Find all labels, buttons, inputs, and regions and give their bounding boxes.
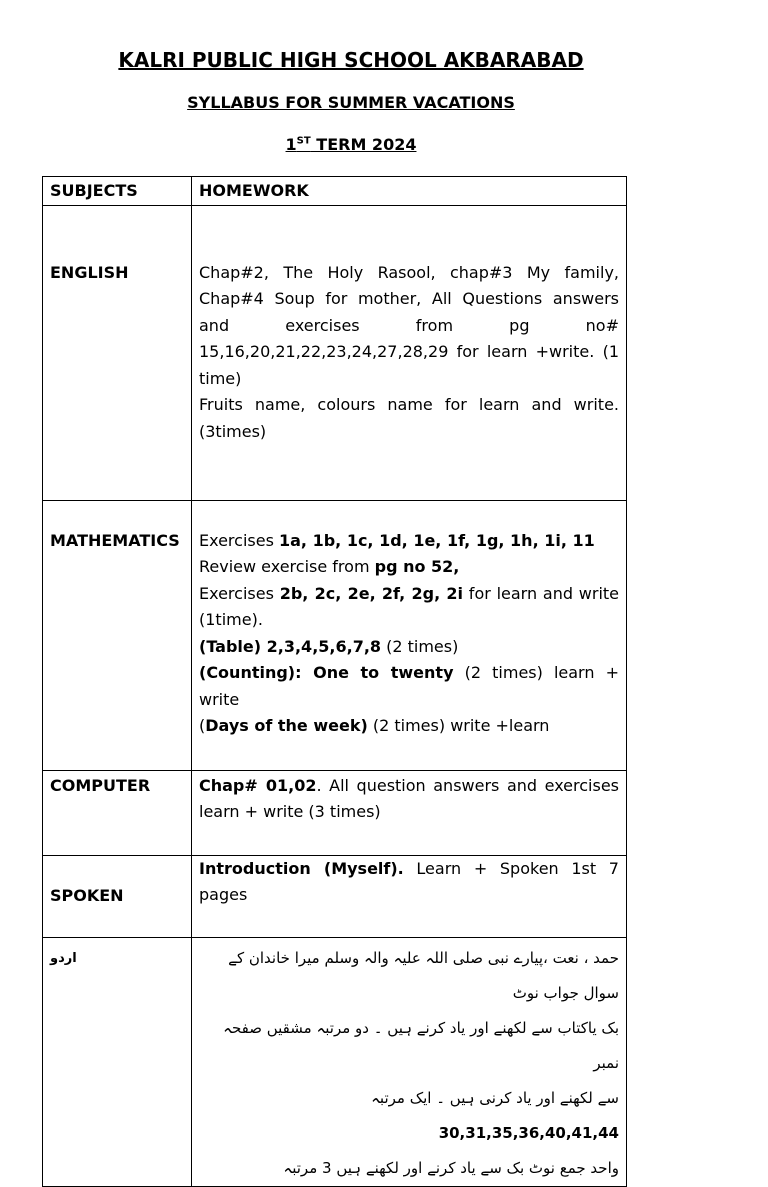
table-header-row: [43, 177, 627, 206]
urdu-line-4: واحد جمع نوٹ بک سے یاد کرنے اور لکھنے ہیں 3 مرتبہ: [283, 1158, 619, 1177]
spoken-rest: Learn + Spoken 1st 7 pages: [199, 858, 619, 904]
table-row-computer: [43, 770, 627, 855]
urdu-l3-text: سے لکھنے اور یاد کرنی ہیں ۔ ایک مرتبہ: [371, 1088, 619, 1107]
subject-spoken: SPOKEN: [43, 855, 192, 937]
term-rest: TERM 2024: [310, 135, 417, 154]
table-row-spoken: [43, 855, 627, 937]
computer-bold: Chap# 01,02: [199, 775, 317, 795]
math-l4-bold: (Table) 2,3,4,5,6,7,8: [199, 636, 382, 656]
urdu-line-1: حمد ، نعت ،پیارے نبی صلی اللہ علیہ والہ وسلم میرا خاندان کے سوال جواب نوٹ: [228, 948, 619, 1002]
math-line-1: [199, 528, 619, 555]
math-l2-bold: pg no 52,: [374, 557, 460, 576]
urdu-l3-pages: 30,31,35,36,40,41,44: [438, 1123, 619, 1142]
math-l6-paren: (: [199, 716, 206, 735]
math-l6-bold: Days of the week): [205, 716, 368, 735]
math-l1-bold: 1a, 1b, 1c, 1d, 1e, 1f, 1g, 1h, 1i, 11: [279, 530, 595, 550]
math-l3-rest: for learn and write (1time).: [199, 583, 620, 629]
math-line-3: [199, 581, 619, 634]
homework-spoken: [192, 855, 627, 937]
math-line-4: [199, 634, 619, 661]
math-line-2: [199, 554, 619, 581]
syllabus-title: SYLLABUS FOR SUMMER VACATIONS: [187, 93, 515, 112]
urdu-line-2: بک یاکتاب سے لکھنے اور یاد کرنے ہیں ۔ دو مرتبہ مشقیں صفحہ نمبر: [223, 1018, 619, 1072]
math-line-6: [199, 713, 619, 740]
math-l5-rest: (2 times) learn + write: [199, 663, 619, 709]
computer-rest: . All question answers and exercises learn + write (3 times): [199, 775, 619, 821]
math-l2-text: Review exercise from: [199, 557, 375, 576]
syllabus-table: [42, 176, 627, 1187]
math-l4-rest: (2 times): [381, 636, 459, 656]
math-l1-text: Exercises: [199, 530, 279, 550]
english-text-1: Chap#2, The Holy Rasool, chap#3 My family, Chap#4 Soup for mother, All Questions answers and exercises from pg no# 15,16,20,21,22,23,24,27,28,29 for learn +write. (1 time): [199, 262, 619, 388]
urdu-line-3: [199, 1081, 619, 1151]
table-row-urdu: [43, 937, 627, 1186]
subject-english: ENGLISH: [43, 205, 192, 500]
english-text-2: Fruits name, colours name for learn and write. (3times): [199, 395, 619, 441]
subject-computer: COMPUTER: [43, 770, 192, 855]
homework-header: HOMEWORK: [192, 177, 627, 206]
subject-mathematics: MATHEMATICS: [43, 500, 192, 770]
spoken-bold: Introduction (Myself).: [199, 858, 404, 878]
school-title: KALRI PUBLIC HIGH SCHOOL AKBARABAD: [118, 48, 584, 72]
math-line-5: [199, 660, 619, 713]
term-title: [0, 135, 702, 154]
homework-computer: [192, 770, 627, 855]
term-number: 1: [285, 135, 297, 154]
subject-urdu: اردو: [43, 937, 192, 1186]
math-l3-bold: 2b, 2c, 2e, 2f, 2g, 2i: [279, 583, 464, 603]
math-l3-text: Exercises: [199, 583, 280, 603]
math-l5-bold: (Counting): One to twenty: [199, 663, 454, 682]
homework-mathematics: [192, 500, 627, 770]
table-row-mathematics: [43, 500, 627, 770]
homework-english: [192, 205, 627, 500]
math-l6-rest: (2 times) write +learn: [367, 716, 550, 735]
table-row-english: [43, 205, 627, 500]
subjects-header: SUBJECTS: [43, 177, 192, 206]
term-superscript: ST: [296, 135, 311, 147]
homework-urdu: [192, 937, 627, 1186]
